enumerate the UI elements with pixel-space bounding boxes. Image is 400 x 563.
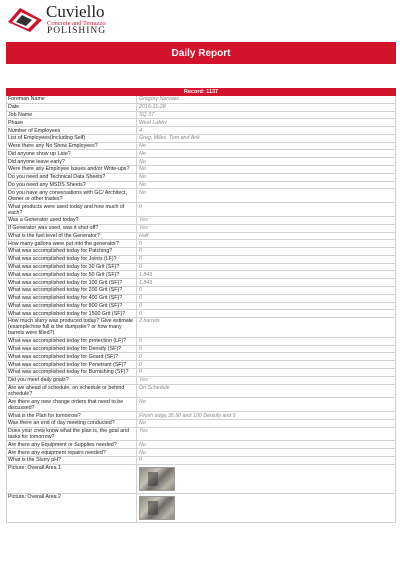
field-value: Gregory Narvaez <box>139 96 180 103</box>
field-value: 2016-11-28 <box>139 104 166 111</box>
table-row <box>7 287 395 295</box>
field-label: What is the Slurry pH? <box>7 457 137 464</box>
field-value: Greg, Miles, Tom and Arik <box>139 135 200 142</box>
field-value: 0 <box>139 264 142 271</box>
site-photo-thumbnail[interactable] <box>139 467 175 491</box>
table-row <box>7 318 395 338</box>
table-row <box>7 361 395 369</box>
table-row <box>7 182 395 190</box>
field-label: How many gallons were put into the generator? <box>7 240 137 247</box>
table-row <box>7 135 395 143</box>
field-value: No <box>139 449 146 456</box>
field-label: If Generator was used, was it shut off? <box>7 225 137 232</box>
field-value: No <box>139 174 146 181</box>
field-label: What is the fuel level of the Generator? <box>7 233 137 240</box>
table-row <box>7 279 395 287</box>
field-value: No <box>139 158 146 165</box>
field-label: Does your crew know what the plan is, the goal and tasks for tomorrow? <box>7 428 137 441</box>
field-label: What was accomplished today for 200 Grit (SF)? <box>7 287 137 294</box>
field-value: No <box>139 181 146 188</box>
field-value: No <box>139 189 146 196</box>
table-row <box>7 420 395 428</box>
field-label: What was accomplished today for 1500 Grit (SF)? <box>7 310 137 317</box>
table-row <box>7 112 395 120</box>
table-row <box>7 377 395 385</box>
table-row <box>7 398 395 412</box>
field-value: On Schedule <box>139 384 170 391</box>
record-header <box>6 88 396 96</box>
picture-label: Picture: Overall Area 1 <box>7 465 137 493</box>
field-value: 4 <box>139 127 142 134</box>
table-row <box>7 457 395 465</box>
page-title: Daily Report <box>171 47 231 59</box>
field-label: Was a Generator used today? <box>7 217 137 224</box>
field-value: 0 <box>139 346 142 353</box>
table-row <box>7 346 395 354</box>
table-row <box>7 104 395 112</box>
record-label: Record: 1137 <box>183 89 219 95</box>
field-value: Yes <box>139 217 148 224</box>
table-row <box>7 295 395 303</box>
table-row <box>7 96 395 104</box>
table-row <box>7 303 395 311</box>
field-label: How much slurry was produced today? Give estimate (example:how full is the dumpster? or how many barrels were filled?) <box>7 318 137 337</box>
field-label: Do you have any conversations with GC/ Architect, Owner or other trades? <box>7 189 137 202</box>
logo-mark-icon <box>6 4 44 34</box>
table-row <box>7 412 395 420</box>
company-logo <box>6 4 156 38</box>
field-label: Were there any Employee Issues and/or Write-ups? <box>7 166 137 173</box>
field-label: What was accomplished today for Penetrant (SF)? <box>7 361 137 368</box>
table-row <box>7 256 395 264</box>
field-value: 1,843 <box>139 271 153 278</box>
field-label: What is the Plan for tomorrow? <box>7 412 137 419</box>
table-row <box>7 369 395 377</box>
picture-label: Picture: Overall Area 2 <box>7 494 137 522</box>
field-label: Was there an end of day meeting conducted? <box>7 420 137 427</box>
field-label: What was accomplished today for Burnishing (SF)? <box>7 369 137 376</box>
field-label: Were there any No Show Employees? <box>7 143 137 150</box>
field-label: Are there any equipment repairs needed? <box>7 449 137 456</box>
table-row <box>7 264 395 272</box>
field-label: Job Name <box>7 112 137 119</box>
field-value: 0 <box>139 338 142 345</box>
table-row <box>7 166 395 174</box>
field-label: What was accomplished today for protection (LF)? <box>7 338 137 345</box>
table-row <box>7 449 395 457</box>
field-label: List of Employees(Including Self) <box>7 135 137 142</box>
table-row <box>7 441 395 449</box>
field-label: Foreman Name <box>7 96 137 103</box>
field-label: Phase <box>7 119 137 126</box>
field-value: 0 <box>139 295 142 302</box>
field-value: 0 <box>139 361 142 368</box>
picture-row <box>7 465 395 494</box>
field-value: Finish edge,35,50 and 100 Densify and 5 <box>139 412 236 419</box>
table-row <box>7 428 395 442</box>
field-label: What was accomplished today for 100 Grit (SF)? <box>7 279 137 286</box>
field-value: Yes <box>139 377 148 384</box>
field-value: 0 <box>139 240 142 247</box>
page-title-banner <box>6 42 396 64</box>
table-row <box>7 385 395 399</box>
logo-line-1: Cuviello <box>46 2 105 21</box>
field-label: What was accomplished today for Guard (SF)? <box>7 353 137 360</box>
field-label: Did anyone leave early? <box>7 158 137 165</box>
field-label: Are we ahead of schedule, on schedule or behind schedule? <box>7 385 137 398</box>
field-label: What products were used today and how much of each? <box>7 203 137 216</box>
field-label: What was accomplished today for 30 Grit (SF)? <box>7 264 137 271</box>
table-row <box>7 240 395 248</box>
field-value: Half <box>139 232 149 239</box>
table-row <box>7 119 395 127</box>
table-row <box>7 225 395 233</box>
field-label: Did you meet daily goals? <box>7 377 137 384</box>
logo-line-3: POLISHING <box>47 26 107 36</box>
field-label: What was accomplished today for 50 Grit (SF)? <box>7 271 137 278</box>
field-value: Yes <box>139 428 148 435</box>
field-value: 0 <box>139 248 142 255</box>
table-row <box>7 174 395 182</box>
picture-cell <box>137 465 395 493</box>
field-label: Are there any Equipment or Supplies needed? <box>7 441 137 448</box>
field-value: No <box>139 441 146 448</box>
field-value: 0 <box>139 457 142 464</box>
field-label: Are there any new change orders that need to be discussed? <box>7 398 137 411</box>
field-value: 0 <box>139 256 142 263</box>
picture-row <box>7 494 395 523</box>
field-value: 2 barrels <box>139 318 160 325</box>
field-label: Number of Employees <box>7 127 137 134</box>
field-value: 1,843 <box>139 279 153 286</box>
table-row <box>7 338 395 346</box>
picture-cell <box>137 494 395 522</box>
table-row <box>7 203 395 217</box>
field-value: 0 <box>139 302 142 309</box>
field-value: SQ 37 <box>139 111 155 118</box>
table-row <box>7 217 395 225</box>
field-value: 0 <box>139 353 142 360</box>
table-row <box>7 143 395 151</box>
field-value: 0 <box>139 310 142 317</box>
report-table <box>6 96 396 523</box>
table-row <box>7 248 395 256</box>
table-row <box>7 150 395 158</box>
field-label: What was accomplished today for 800 Grit (SF)? <box>7 303 137 310</box>
table-row <box>7 127 395 135</box>
field-label: Do you need any MSDS Sheets? <box>7 182 137 189</box>
field-label: What was accomplished today for Patching? <box>7 248 137 255</box>
field-value: No <box>139 143 146 150</box>
field-label: What was accomplished today for Densify (SF)? <box>7 346 137 353</box>
site-photo-thumbnail[interactable] <box>139 496 175 520</box>
field-value: No <box>139 398 146 405</box>
field-label: Date <box>7 104 137 111</box>
field-label: What was accomplished today for 400 Grit (SF)? <box>7 295 137 302</box>
field-value: No <box>139 150 146 157</box>
table-row <box>7 158 395 166</box>
field-value: No <box>139 420 146 427</box>
field-value: Yes <box>139 225 148 232</box>
field-value: 0 <box>139 287 142 294</box>
table-row <box>7 233 395 241</box>
field-value: 0 <box>139 203 142 210</box>
field-label: What was accomplished today for Joints (LF)? <box>7 256 137 263</box>
field-value: No <box>139 166 146 173</box>
table-row <box>7 271 395 279</box>
table-row <box>7 353 395 361</box>
field-label: Did anyone show up Late? <box>7 150 137 157</box>
logo-line-2: Concrete and Terrazzo <box>47 20 106 27</box>
field-value: 0 <box>139 369 142 376</box>
field-value: West Lobby <box>139 119 167 126</box>
field-label: Do you need and Technical Data Sheets? <box>7 174 137 181</box>
table-row <box>7 310 395 318</box>
table-row <box>7 189 395 203</box>
